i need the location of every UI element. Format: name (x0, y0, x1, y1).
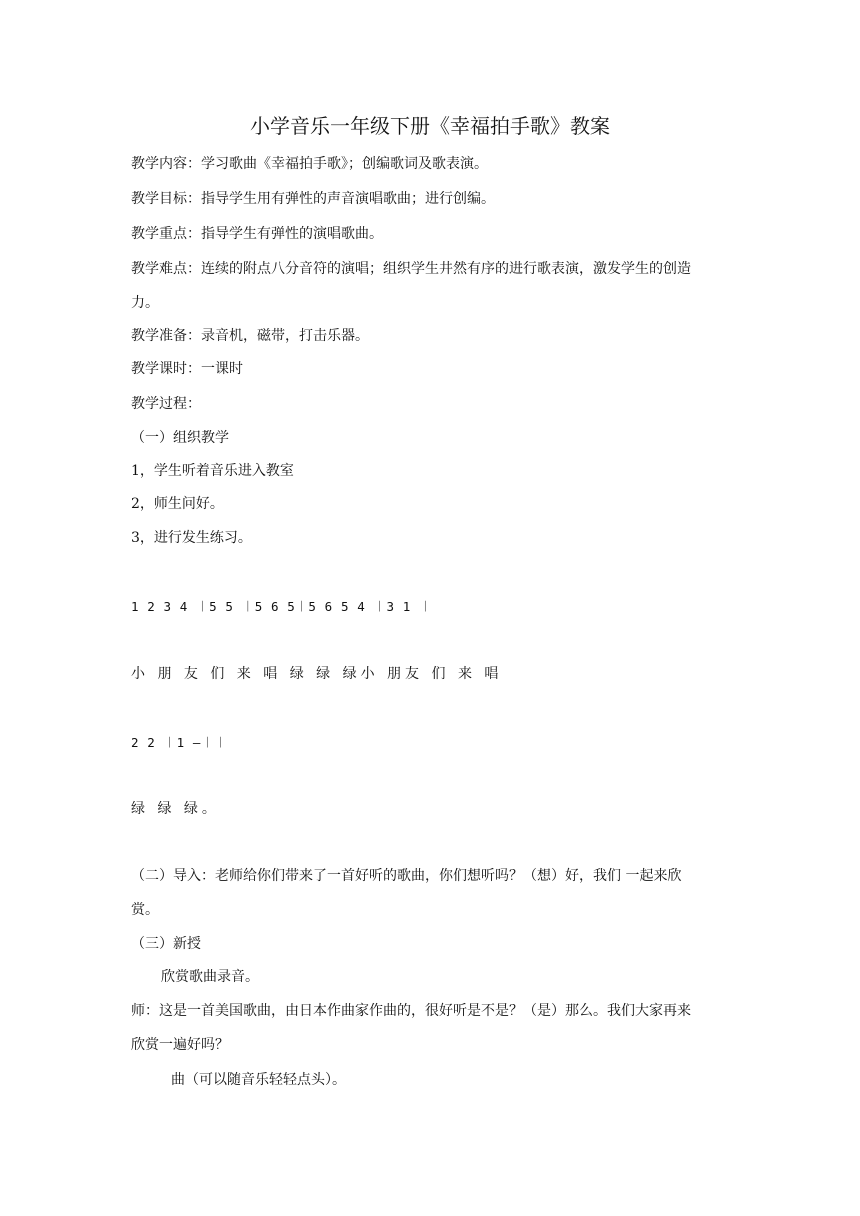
organize-step-2: 2，师生问好。 (131, 496, 224, 512)
teaching-goal-line: 教学目标：指导学生用有弹性的声音演唱歌曲；进行创编。 (131, 191, 495, 207)
teaching-period-line: 教学课时：一课时 (131, 361, 243, 377)
teaching-content-line: 教学内容：学习歌曲《幸福拍手歌》；创编歌词及歌表演。 (131, 156, 488, 172)
section-intro-line: （二）导入：老师给你们带来了一首好听的歌曲，你们想听吗？（想）好，我们 一起来欣 (131, 868, 682, 884)
section-new-lesson-heading: （三）新授 (131, 936, 201, 952)
teaching-key-point-line: 教学重点：指导学生有弹性的演唱歌曲。 (131, 226, 383, 242)
teaching-difficulty-line: 教学难点：连续的附点八分音符的演唱；组织学生井然有序的进行歌表演，激发学生的创造 (131, 261, 691, 277)
teacher-remark-line: 师：这是一首美国歌曲，由日本作曲家作曲的，很好听是不是？（是）那么。我们大家再来 (131, 1003, 691, 1019)
teacher-remark-continuation: 欣赏一遍好吗？ (131, 1037, 229, 1053)
organize-step-3: 3，进行发生练习。 (131, 530, 252, 546)
organize-step-1: 1，学生听着音乐进入教室 (131, 463, 294, 479)
notation-line-1: 1 2 3 4 ︱5 5 ︱5 6 5︱5 6 5 4 ︱3 1 ︱ (131, 599, 433, 614)
listening-instruction-line: 曲（可以随音乐轻轻点头）。 (171, 1072, 346, 1088)
teaching-preparation-line: 教学准备：录音机，磁带，打击乐器。 (131, 328, 369, 344)
listen-recording-line: 欣赏歌曲录音。 (161, 969, 259, 985)
section-organize-heading: （一）组织教学 (131, 430, 229, 446)
teaching-difficulty-continuation: 力。 (131, 295, 159, 311)
notation-line-2: 2 2 ︱1 —︱︱ (131, 735, 228, 750)
lyrics-line-2: 绿 绿 绿。 (131, 801, 220, 817)
lyrics-line-1: 小 朋 友 们 来 唱 绿 绿 绿小 朋友 们 来 唱 (131, 666, 503, 682)
section-intro-continuation: 赏。 (131, 902, 159, 918)
teaching-process-heading: 教学过程： (131, 396, 201, 412)
document-title: 小学音乐一年级下册《幸福拍手歌》教案 (250, 114, 610, 138)
